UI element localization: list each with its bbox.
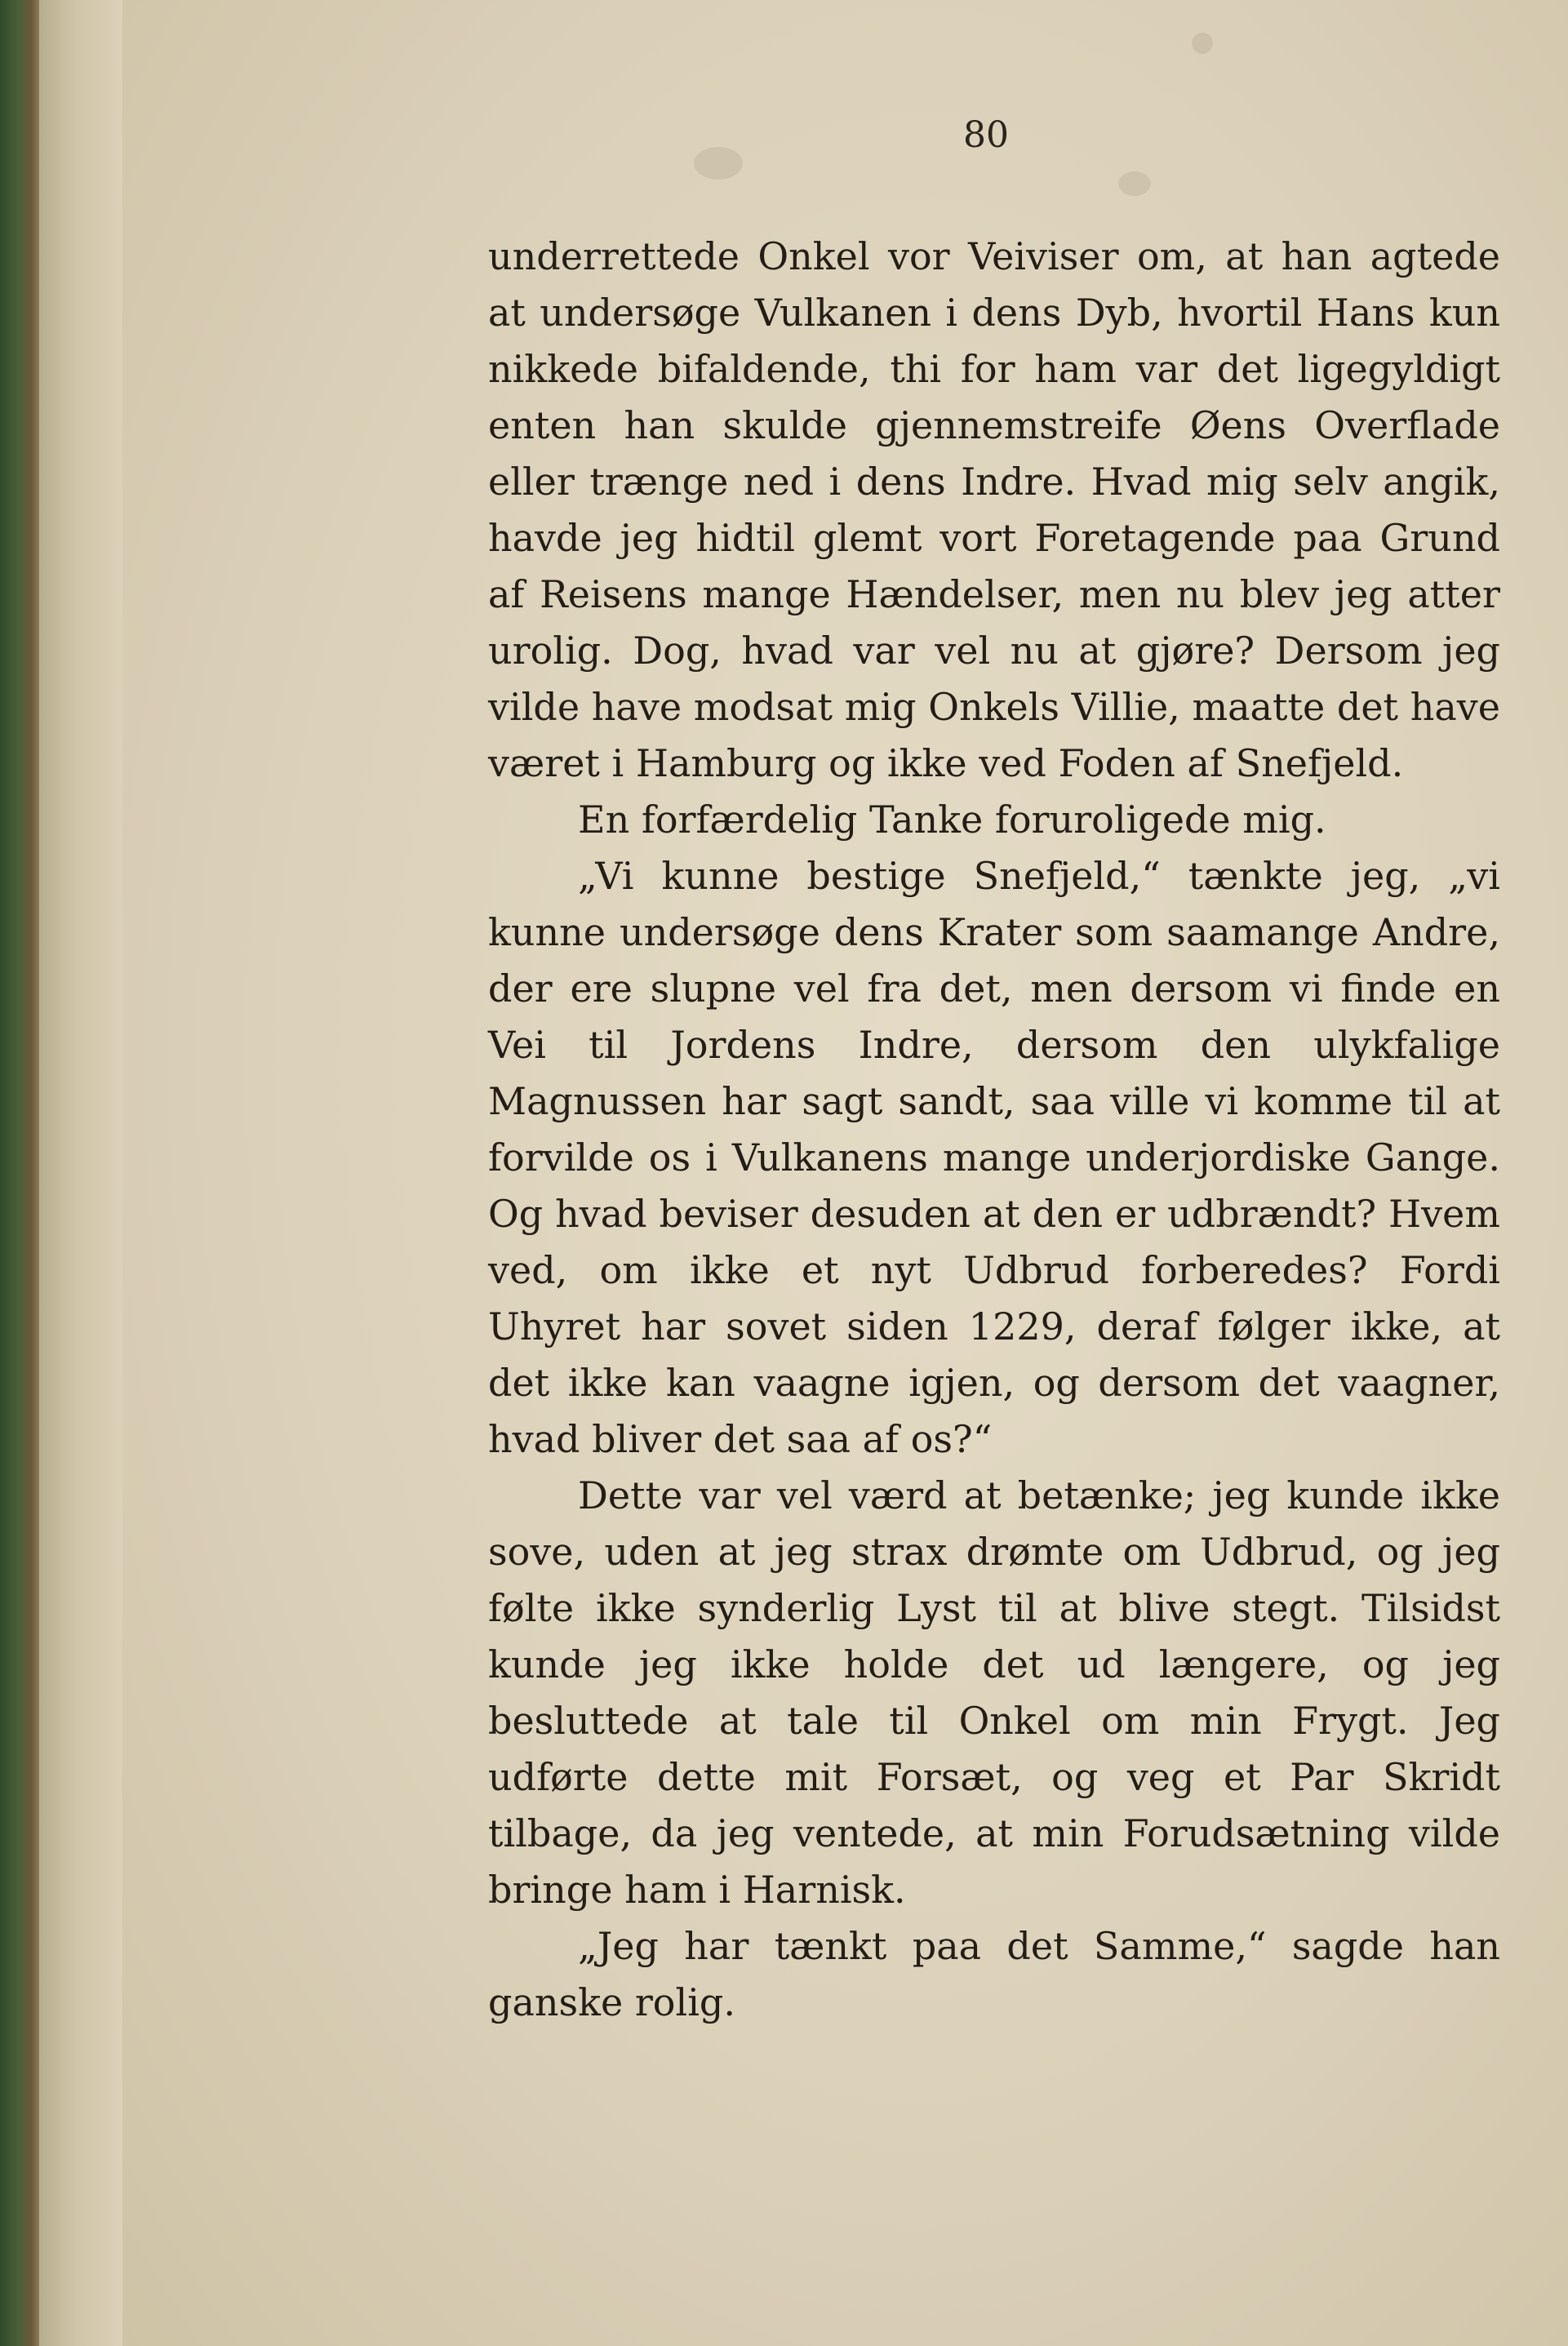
paper-stain bbox=[1192, 33, 1213, 54]
body-text bbox=[488, 229, 1500, 2031]
paper-stain bbox=[1118, 171, 1151, 196]
page-number: 80 bbox=[963, 114, 1009, 156]
paper-stain bbox=[694, 147, 743, 180]
paragraph: „Jeg har tænkt paa det Samme,“ sagde han ganske rolig. bbox=[488, 1924, 1500, 2024]
paragraph: Dette var vel værd at betænke; jeg kunde ikke sove, uden at jeg strax drømte om Udbrud, og jeg følte ikke synderlig Lyst til at blive stegt. Tilsidst kunde jeg ikke holde det ud længere, og jeg besluttede at tale til Onkel om min Frygt. Jeg udførte dette mit Forsæt, og veg et Par Skridt tilbage, da jeg ventede, at min Forudsætning vilde bringe ham i Harnisk. bbox=[488, 1473, 1500, 1912]
paragraph: „Vi kunne bestige Snefjeld,“ tænkte jeg, „vi kunne undersøge dens Krater som saamange Andre, der ere slupne vel fra det, men dersom vi finde en Vei til Jordens Indre, dersom den ulykfalige Magnussen har sagt sandt, saa ville vi komme til at forvilde os i Vulkanens mange underjordiske Gange. Og hvad beviser desuden at den er udbrændt? Hvem ved, om ikke et nyt Udbrud forberedes? Fordi Uhyret har sovet siden 1229, deraf følger ikke, at det ikke kan vaagne igjen, og dersom det vaagner, hvad bliver det saa af os?“ bbox=[488, 854, 1500, 1461]
book-binding bbox=[0, 0, 39, 2346]
paragraph: En forfærdelig Tanke foruroligede mig. bbox=[578, 798, 1326, 842]
paragraph: underrettede Onkel vor Veiviser om, at han agtede at undersøge Vulkanen i dens Dyb, hvortil Hans kun nikkede bifaldende, thi for ham var det ligegyldigt enten han skulde gjennemstreife Øens Overflade eller trænge ned i dens Indre. Hvad mig selv angik, havde jeg hidtil glemt vort Foretagende paa Grund af Reisens mange Hændelser, men nu blev jeg atter urolig. Dog, hvad var vel nu at gjøre? Dersom jeg vilde have modsat mig Onkels Villie, maatte det have været i Hamburg og ikke ved Foden af Snefjeld. bbox=[488, 234, 1500, 785]
page-gutter bbox=[39, 0, 129, 2346]
